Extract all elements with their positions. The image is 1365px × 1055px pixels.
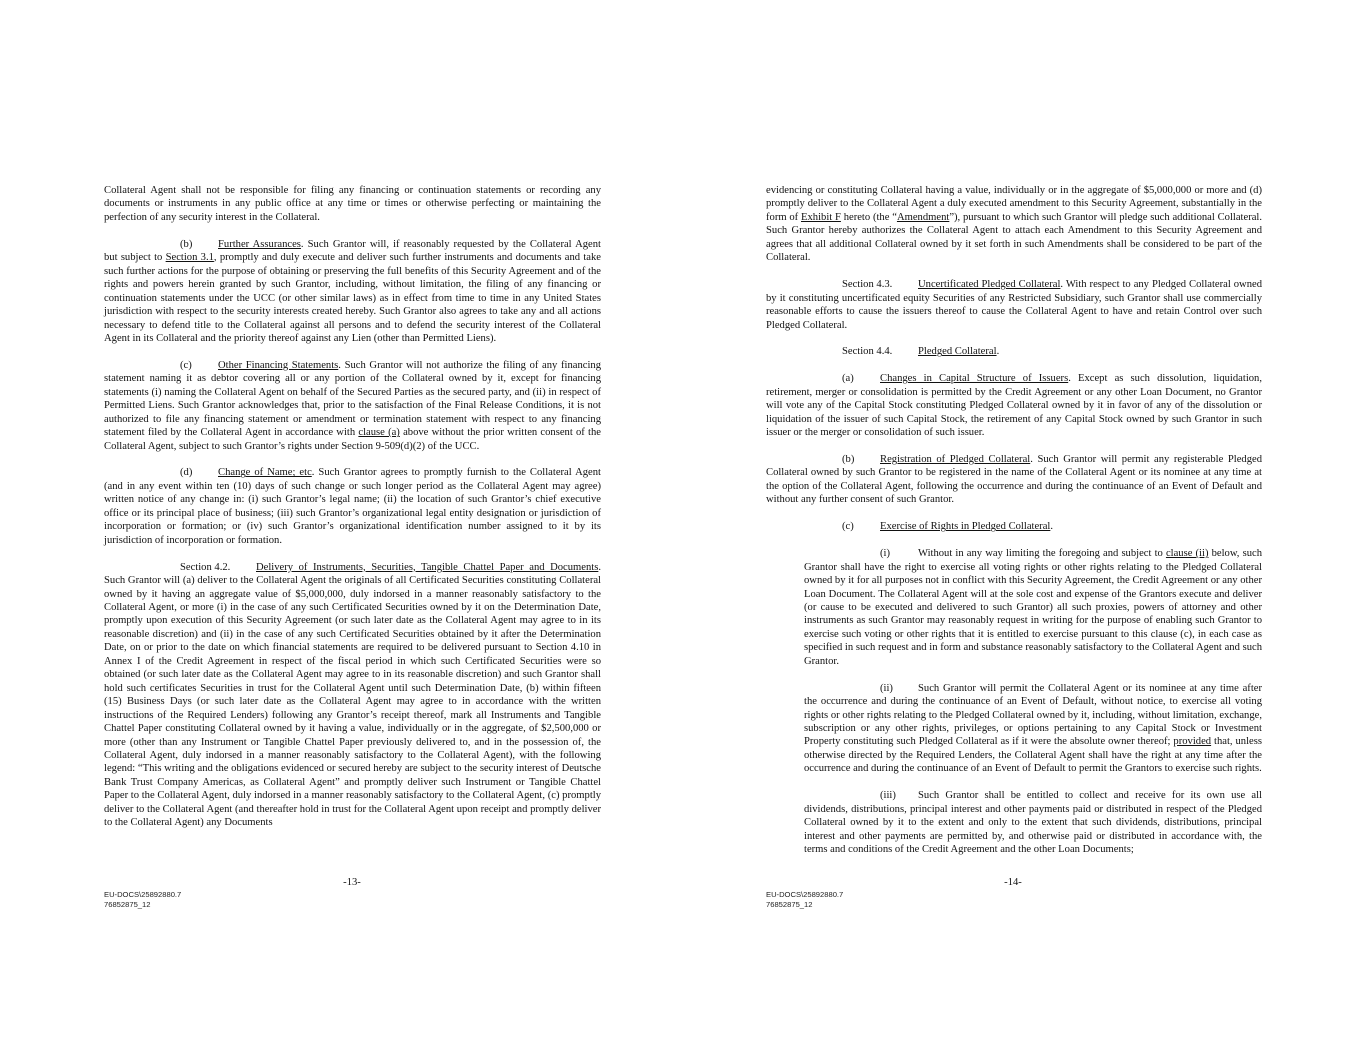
paragraph-continuation: evidencing or constituting Collateral having a value, individually or in the aggregate of $5,000,000 or more and (d) promptly deliver to the Collateral Agent a duly executed amendment to this Security Agreement, substantially in the form of Exhibit F hereto (the “Amendment”), pursuant to which such Grantor will pledge such additional Collateral. Such Grantor hereby authorizes the Collateral Agent to attach each Amendment to this Security Agreement and agrees that all additional Collateral owned by it set forth in such Amendments shall be considered to be part of the Collateral. (766, 185, 1263, 264)
clause-heading: Further Assurances (218, 238, 301, 250)
paragraph-exercise-of-rights: (c) Exercise of Rights in Pledged Collateral. (842, 521, 1053, 533)
subclause-ii: (ii) Such Grantor will permit the Collateral Agent or its nominee at any time after the occurrence and during the continuance of an Event of Default, without notice, to exercise all voting rights or other rights relating to the Pledged Collateral owned by it, including, without limitation, exchange, subscription or any other rights, privileges, or options pertaining to any Capital Stock or Investment Property constituting such Pledged Collateral as if it were the absolute owner thereof; provided that, unless otherwise directed by the Required Lenders, the Collateral Agent shall have the right at any time after the occurrence and during the continuance of an Event of Default to permit the Grantors to exercise such rights. (804, 682, 1262, 775)
clause-heading: Other Financing Statements (218, 359, 339, 371)
footer-doc-number: 76852875_12 (104, 899, 151, 909)
paragraph-registration-of-pledged-collateral: (b) Registration of Pledged Collateral. Such Grantor will permit any registerable Pledged Collateral owned by such Grantor to be registered in the name of the Collateral Agent or its nominee at any time at the option of the Collateral Agent, following the occurrence and during the continuance of an Event of Default and without any further consent of such Grantor. (766, 454, 1262, 506)
paragraph-other-financing-statements: (c) Other Financing Statements. Such Grantor will not authorize the filing of any financing statement naming it as debtor covering all or any portion of the Collateral owned by it, except for financing statements (i) naming the Collateral Agent on behalf of the Secured Parties as the secured party, and (ii) in respect of Permitted Liens. Such Grantor acknowledges that, prior to the satisfaction of the Final Release Conditions, it is not authorized to file any financing statement or amendment or termination statement with respect to any financing statement filed by the Collateral Agent in accordance with clause (a) above without the prior written consent of the Collateral Agent, subject to such Grantor’s rights under Section 9-509(d)(2) of the UCC. (104, 359, 601, 452)
section-heading: Uncertificated Pledged Collateral (918, 279, 1061, 291)
section-label: Section 4.3. (842, 279, 893, 291)
section-heading: Delivery of Instruments, Securities, Tangible Chattel Paper and Documents (256, 561, 599, 573)
section-label: Section 4.2. (180, 561, 231, 573)
paragraph-section-4-3: Section 4.3. Uncertificated Pledged Collateral. With respect to any Pledged Collateral owned by it constituting uncertificated equity Securities of any Restricted Subsidiary, such Grantor shall use commercially reasonable efforts to cause the issuers thereof to cause the Collateral Agent to have and retain Control over such Pledged Collateral. (766, 279, 1262, 331)
proviso-term: provided (1173, 736, 1212, 748)
subclause-label: (iii) (880, 790, 896, 802)
paragraph-continuation: Collateral Agent shall not be responsible for filing any financing or continuation statements or recording any documents or instruments in any public office at any time or times or otherwise perfecting or maintaining the perfection of any security interest in the Collateral. (104, 185, 601, 223)
subclause-i: (i) Without in any way limiting the foregoing and subject to clause (ii) below, such Grantor shall have the right to exercise all voting rights or other rights relating to the Pledged Collateral owned by it for all purposes not in conflict with this Security Agreement, the Credit Agreement or any other Loan Document. The Collateral Agent will at the sole cost and expense of the Grantors execute and deliver (or cause to be executed and delivered to such Grantor) all such proxies, powers of attorney and other instruments as such Grantor may reasonably request in writing for the purpose of enabling such Grantor to exercise such voting or other rights that it is entitled to exercise pursuant to this clause (c), in each case as specified in such request and in form and substance reasonably satisfactory to the Collateral Agent and such Grantor. (804, 548, 1262, 667)
clause-label: (b) (180, 238, 193, 250)
paragraph-change-of-name: (d) Change of Name; etc. Such Grantor agrees to promptly furnish to the Collateral Agent (and in any event within ten (10) days of such change or such longer period as the Collateral Agent may agree) written notice of any change in: (i) such Grantor’s legal name; (ii) the location of such Grantor’s chief executive office or its principal place of business; (iii) such Grantor’s organizational legal entity designation or jurisdiction of incorporation or formation; or (iv) such Grantor’s organizational identification number assigned to it by its jurisdiction of incorporation or formation. (104, 467, 601, 546)
paragraph-section-4-2: Section 4.2. Delivery of Instruments, Securities, Tangible Chattel Paper and Documents. Such Grantor will (a) deliver to the Collateral Agent the originals of all Certificated Securities constituting Collateral owned by it having an aggregate value of $5,000,000, duly indorsed in a manner reasonably satisfactory to the Collateral Agent, or more (i) in the case of any such Certificated Securities owned by it on the Determination Date, promptly upon execution of this Security Agreement (or such later date as the Collateral Agent may agree to in its reasonable discretion) and (ii) in the case of any such Certificated Securities obtained by it after the Determination Date, on or prior to the date on which financial statements are required to be delivered pursuant to Section 4.10 in Annex I of the Credit Agreement in respect of the fiscal period in which such Certificated Securities were so obtained (or such later date as the Collateral Agent may agree to in its reasonable discretion) and such Grantor shall hold such certificates Securities in trust for the Collateral Agent until such Determination Date, (b) within fifteen (15) Business Days (or such later date as the Collateral Agent may agree to in accordance with the written instructions of the Required Lenders) following any Grantor’s receipt thereof, mark all Instruments and Tangible Chattel Paper constituting Collateral owned by it having a value, individually or in the aggregate, of $2,500,000 or more (other than any Instrument or Tangible Chattel Paper previously delivered to, and in the possession of, the Collateral Agent, duly indorsed in a manner reasonably satisfactory to the Collateral Agent), with the following legend: “This writing and the obligations evidenced or secured hereby are subject to the security interest of Deutsche Bank Trust Company Americas, as Collateral Agent” and promptly deliver such Instrument or Tangible Chattel Paper to the Collateral Agent, duly indorsed in a manner reasonably satisfactory to the Collateral Agent, (c) promptly deliver to the Collateral Agent (and thereafter hold in trust for the Collateral Agent upon receipt and promptly deliver to the Collateral Agent) any Documents (104, 561, 601, 829)
subclause-iii: (iii) Such Grantor shall be entitled to collect and receive for its own use all dividends, distributions, principal interest and other payments paid or distributed in respect of the Pledged Collateral owned by it to the extent and only to the extent that such dividends, distributions, principal interest and other payments are permitted by, and otherwise paid or distributed in accordance with, the terms and conditions of the Credit Agreement and the other Loan Documents; (804, 790, 1262, 856)
doc-footer (766, 890, 843, 909)
clause-label: (d) (180, 467, 193, 479)
clause-heading: Exercise of Rights in Pledged Collateral (880, 521, 1051, 533)
paragraph-further-assurances: (b) Further Assurances. Such Grantor will, if reasonably requested by the Collateral Agent but subject to Section 3.1, promptly and duly execute and deliver such further instruments and documents and take such further actions for the purpose of obtaining or preserving the full benefits of this Security Agreement and of the rights and powers herein granted by such Grantor, including, without limitation, the filing of any financing or continuation statements under the UCC (or other similar laws) as in effect from time to time in any United States jurisdiction with respect to the security interests created hereby. Such Grantor also agrees to take any and all actions necessary to defend title to the Collateral against all persons and to defend the security interest of the Collateral Agent in its Collateral and the priority thereof against any Lien (other than Permitted Liens). (104, 238, 601, 344)
doc-footer (104, 890, 181, 909)
page-13-body (104, 184, 601, 830)
defined-term: Amendment (896, 211, 950, 223)
clause-label: (b) (842, 454, 855, 465)
clause-label: (c) (842, 521, 854, 533)
paragraph-changes-in-capital-structure: (a) Changes in Capital Structure of Issuers. Except as such dissolution, liquidation, retirement, merger or consolidation is permitted by the Credit Agreement or any other Loan Document, no Grantor will vote any of the Capital Stock constituting Pledged Collateral owned by it in favor of any of the dissolution or liquidation of the issuer of such Capital Stock, the retirement of any Capital Stock owned by such Grantor in such issuer or the merger or consolidation of such issuer. (766, 373, 1262, 439)
cross-reference: clause (a) (358, 427, 400, 439)
cross-reference: Exhibit F (801, 211, 841, 223)
page-13 (0, 0, 682, 1055)
page-14-body (766, 184, 1262, 857)
footer-doc-id: EU-DOCS\25892880.7 (104, 890, 182, 899)
clause-heading: Registration of Pledged Collateral (880, 454, 1031, 465)
clause-heading: Changes in Capital Structure of Issuers (880, 373, 1069, 385)
subclause-list (766, 547, 1262, 856)
clause-heading: Change of Name; etc (218, 467, 312, 479)
cross-reference: Section 3.1 (165, 252, 214, 264)
section-heading: Pledged Collateral (918, 346, 997, 358)
cross-reference: clause (ii) (1165, 548, 1209, 560)
clause-label: (a) (842, 373, 854, 385)
page-number: -14- (1004, 877, 1022, 888)
section-label: Section 4.4. (842, 346, 893, 358)
paragraph-section-4-4: Section 4.4. Pledged Collateral. (842, 346, 1000, 358)
page-14 (683, 0, 1365, 1055)
footer-doc-id: EU-DOCS\25892880.7 (766, 890, 844, 899)
subclause-label: (i) (880, 548, 890, 560)
footer-doc-number: 76852875_12 (766, 899, 813, 909)
subclause-label: (ii) (880, 682, 893, 694)
clause-label: (c) (180, 359, 192, 371)
page-number: -13- (343, 877, 361, 888)
